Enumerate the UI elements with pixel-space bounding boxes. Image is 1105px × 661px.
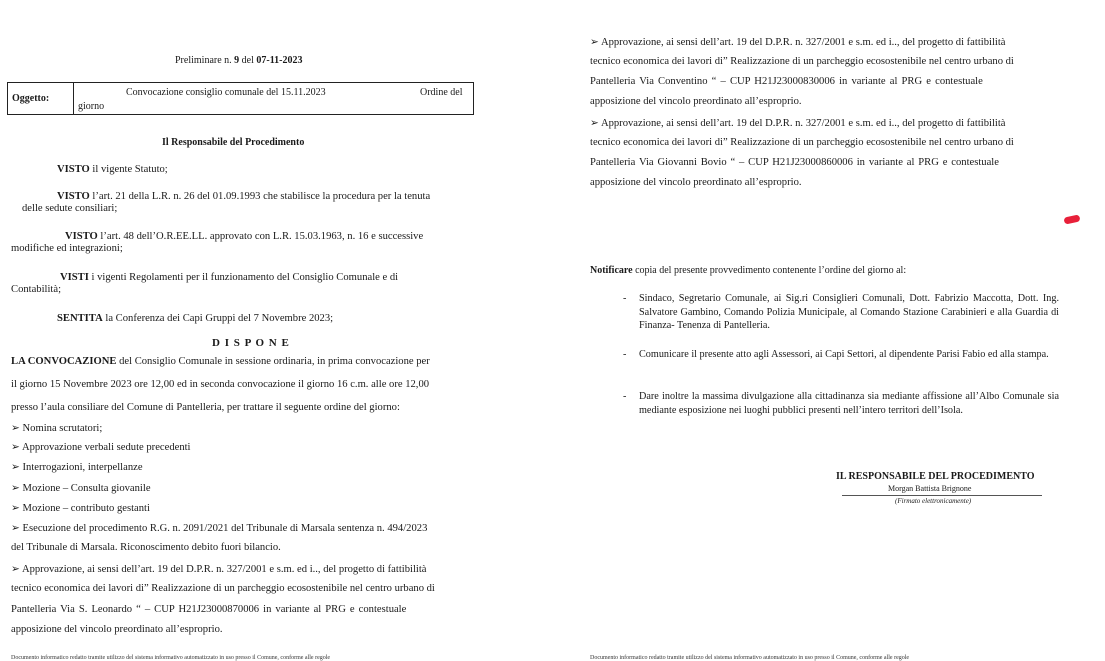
convocazione-line1: LA CONVOCAZIONE del Consiglio Comunale in sessione ordinaria, in prima convocazione per (11, 356, 430, 367)
agenda-item: ➢ Interrogazioni, interpellanze (11, 461, 143, 473)
approval-leonardo-line: ➢ Approvazione, ai sensi dell’art. 19 del D.P.R. n. 327/2001 e s.m. ed i.., del progetto di fattibilità (11, 564, 427, 575)
subject-tail: Ordine del (420, 87, 463, 98)
approval-leonardo-line: tecnico economica dei lavori di” Realizzazione di un parcheggio ecosostenibile nel centro urbano di (11, 583, 435, 594)
agenda-item: ➢ Mozione – contributo gestanti (11, 502, 150, 514)
notificare-line: Notificare copia del presente provvedimento contenente l’ordine del giorno al: (590, 265, 907, 276)
visto-lr26-line2: delle sedute consiliari; (22, 203, 118, 214)
visti-line1: VISTI i vigenti Regolamenti per il funzionamento del Consiglio Comunale e di (60, 272, 399, 283)
visto-lr26-line1: VISTO l’art. 21 della L.R. n. 26 del 01.09.1993 che stabilisce la procedura per la tenuta (57, 191, 431, 202)
approval-conventino-line: ➢ Approvazione, ai sensi dell’art. 19 del D.P.R. n. 327/2001 e s.m. ed i.., del progetto di fattibilità (590, 37, 1006, 48)
subject-box (7, 82, 474, 115)
preliminary-header: Preliminare n. 9 del 07-11-2023 (175, 55, 303, 66)
approval-leonardo-line: Pantelleria Via S. Leonardo “ – CUP H21J23000870006 in variante al PRG e contestuale (11, 604, 407, 615)
agenda-item: ➢ Nomina scrutatori; (11, 422, 102, 434)
subject-wrap: giorno (78, 101, 105, 112)
dispone-heading: D I S P O N E (212, 337, 290, 349)
page-footer: Documento informatico redatto tramite utilizzo del sistema informativo automatizzato in uso presso il Comune, conforme alle regole (11, 655, 331, 661)
document-page-right: ➢ Approvazione, ai sensi dell’art. 19 del D.P.R. n. 327/2001 e s.m. ed i.., del progetto di fattibilità tecnico economica dei lavori di” Realizzazione di un parcheggio ecosostenibile nel centro urbano di Pantelleria Via Conventino “ – CUP H21J23000830006 in variante al PRG e contestuale apposizione del vincolo preordinato all’esproprio. ➢ Approvazione, ai sensi dell’art. 19 del D.P.R. n. 327/2001 e s.m. ed i.., del progetto di fattibilità tecnico economica dei lavori di” Realizzazione di un parcheggio ecosostenibile nel centro urbano di Pantelleria Via Giovanni Bovio “ – CUP H21J23000860006 in variante al PRG e contestuale apposizione del vincolo preordinato all’esproprio. Notificare copia del presente provvedimento contenente l’ordine del giorno al: - Sindaco, Segretario Comunale, ai Sig.ri Consiglieri Comunali, Dott. Fabrizio Maccotta, Dott. Ing. Salvatore Gambino, Comando Polizia Municipale, al Comando Stazione Carabinieri e alla Guardia di Finanza- Tenenza di Pantelleria. - Comunicare il presente atto agli Assessori, ai Capi Settori, al dipendente Parisi Fabio ed alla stampa. - Dare inoltre la massima divulgazione alla cittadinanza sia mediante affissione all’Albo Comunale sia mediante esposizione nei luoghi pubblici presenti nell’intero territori dell’Isola. IL RESPONSABILE DEL PROCEDIMENTO Morgan Battista Brignone (Firmato elettronicamente) Documento informatico redatto tramite utilizzo del sistema informativo automatizzato in uso presso il Comune, conforme alle regole (552, 0, 1105, 661)
agenda-item-continued: del Tribunale di Marsala. Riconoscimento debito fuori bilancio. (11, 542, 281, 553)
approval-leonardo-line: apposizione del vincolo preordinato all’esproprio. (11, 624, 223, 635)
approval-bovio-line: ➢ Approvazione, ai sensi dell’art. 19 del D.P.R. n. 327/2001 e s.m. ed i.., del progetto di fattibilità (590, 118, 1006, 129)
visto-oreell-line2: modifiche ed integrazioni; (11, 243, 123, 254)
subject-text: Convocazione consiglio comunale del 15.11.2023 (126, 87, 326, 98)
approval-bovio-line: apposizione del vincolo preordinato all’esproprio. (590, 177, 802, 188)
approval-bovio-line: tecnico economica dei lavori di” Realizzazione di un parcheggio ecosostenibile nel centro urbano di (590, 137, 1014, 148)
signature-title: IL RESPONSABILE DEL PROCEDIMENTO (836, 471, 1035, 482)
document-page-left (0, 0, 552, 661)
convocazione-line3: presso l’aula consiliare del Comune di Pantelleria, per trattare il seguente ordine del giorno: (11, 402, 400, 413)
approval-conventino-line: tecnico economica dei lavori di” Realizzazione di un parcheggio ecosostenibile nel centro urbano di (590, 56, 1014, 67)
agenda-item: ➢ Approvazione verbali sedute precedenti (11, 441, 191, 453)
convocazione-line2: il giorno 15 Novembre 2023 ore 12,00 ed in seconda convocazione il giorno 16 c.m. alle ore 12,00 (11, 379, 430, 390)
approval-conventino-line: Pantelleria Via Conventino “ – CUP H21J23000830006 in variante al PRG e contestuale (590, 76, 983, 87)
signature-name: Morgan Battista Brignone (888, 484, 972, 493)
responsible-title: Il Responsabile del Procedimento (162, 137, 305, 148)
approval-bovio-line: Pantelleria Via Giovanni Bovio “ – CUP H21J23000860006 in variante al PRG e contestuale (590, 157, 999, 168)
page-footer: Documento informatico redatto tramite utilizzo del sistema informativo automatizzato in uso presso il Comune, conforme alle regole (590, 655, 910, 661)
signature-rule (842, 495, 1042, 496)
visto-statuto: VISTO il vigente Statuto; (57, 164, 168, 175)
sentita: SENTITA la Conferenza dei Capi Gruppi del 7 Novembre 2023; (57, 313, 334, 324)
agenda-item: ➢ Mozione – Consulta giovanile (11, 482, 151, 494)
signature-note: (Firmato elettronicamente) (895, 497, 972, 505)
visti-line2: Contabilità; (11, 284, 62, 295)
visto-oreell-line1: VISTO l’art. 48 dell’O.R.EE.LL. approvato con L.R. 15.03.1963, n. 16 e successive (65, 231, 424, 242)
agenda-item: ➢ Esecuzione del procedimento R.G. n. 2091/2021 del Tribunale di Marsala sentenza n. 494/2023 (11, 522, 427, 534)
approval-conventino-line: apposizione del vincolo preordinato all’esproprio. (590, 96, 802, 107)
subject-label: Oggetto: (12, 93, 50, 104)
